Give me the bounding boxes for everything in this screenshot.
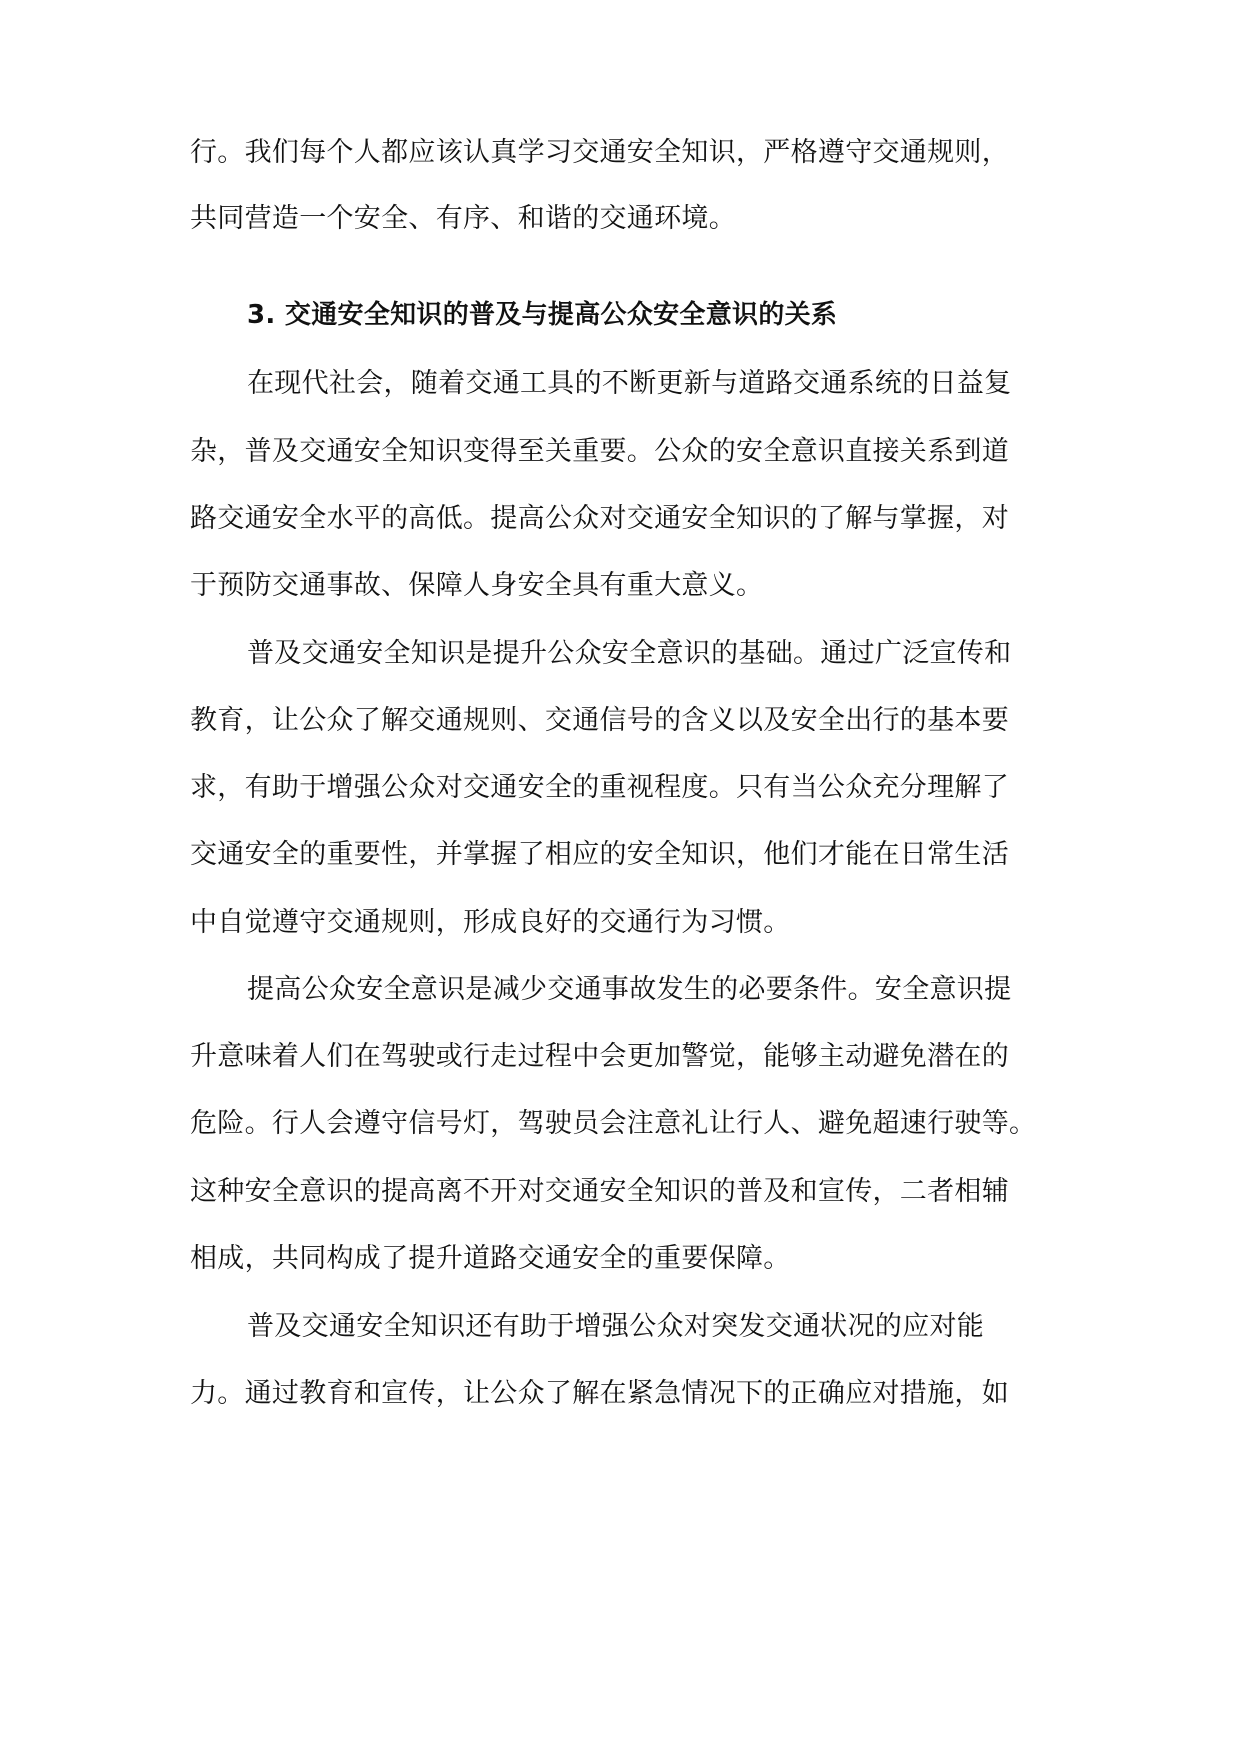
paragraph-line: 交通安全的重要性，并掌握了相应的安全知识，他们才能在日常生活	[190, 839, 1009, 870]
paragraph-line: 行。我们每个人都应该认真学习交通安全知识，严格遵守交通规则，	[190, 137, 1009, 168]
paragraph-line: 普及交通安全知识是提升公众安全意识的基础。通过广泛宣传和	[247, 638, 1012, 669]
paragraph-line: 危险。行人会遵守信号灯，驾驶员会注意礼让行人、避免超速行驶等。	[190, 1108, 1037, 1139]
paragraph-line: 这种安全意识的提高离不开对交通安全知识的普及和宣传，二者相辅	[190, 1176, 1009, 1207]
paragraph-line: 提高公众安全意识是减少交通事故发生的必要条件。安全意识提	[247, 974, 1012, 1005]
paragraph-line: 普及交通安全知识还有助于增强公众对突发交通状况的应对能	[247, 1311, 985, 1342]
paragraph-line: 教育，让公众了解交通规则、交通信号的含义以及安全出行的基本要	[190, 705, 1009, 736]
paragraph-line: 中自觉遵守交通规则，形成良好的交通行为习惯。	[190, 907, 791, 938]
section-heading: 3. 交通安全知识的普及与提高公众安全意识的关系	[247, 300, 838, 330]
paragraph-line: 共同营造一个安全、有序、和谐的交通环境。	[190, 203, 736, 234]
paragraph-line: 求，有助于增强公众对交通安全的重视程度。只有当公众充分理解了	[190, 772, 1009, 803]
paragraph-line: 路交通安全水平的高低。提高公众对交通安全知识的了解与掌握，对	[190, 503, 1009, 534]
paragraph-line: 力。通过教育和宣传，让公众了解在紧急情况下的正确应对措施，如	[190, 1378, 1009, 1409]
paragraph-line: 在现代社会，随着交通工具的不断更新与道路交通系统的日益复	[247, 368, 1012, 399]
paragraph-line: 升意味着人们在驾驶或行走过程中会更加警觉，能够主动避免潜在的	[190, 1041, 1009, 1072]
paragraph-line: 相成，共同构成了提升道路交通安全的重要保障。	[190, 1243, 791, 1274]
paragraph-line: 于预防交通事故、保障人身安全具有重大意义。	[190, 570, 764, 601]
paragraph-line: 杂，普及交通安全知识变得至关重要。公众的安全意识直接关系到道	[190, 436, 1009, 467]
